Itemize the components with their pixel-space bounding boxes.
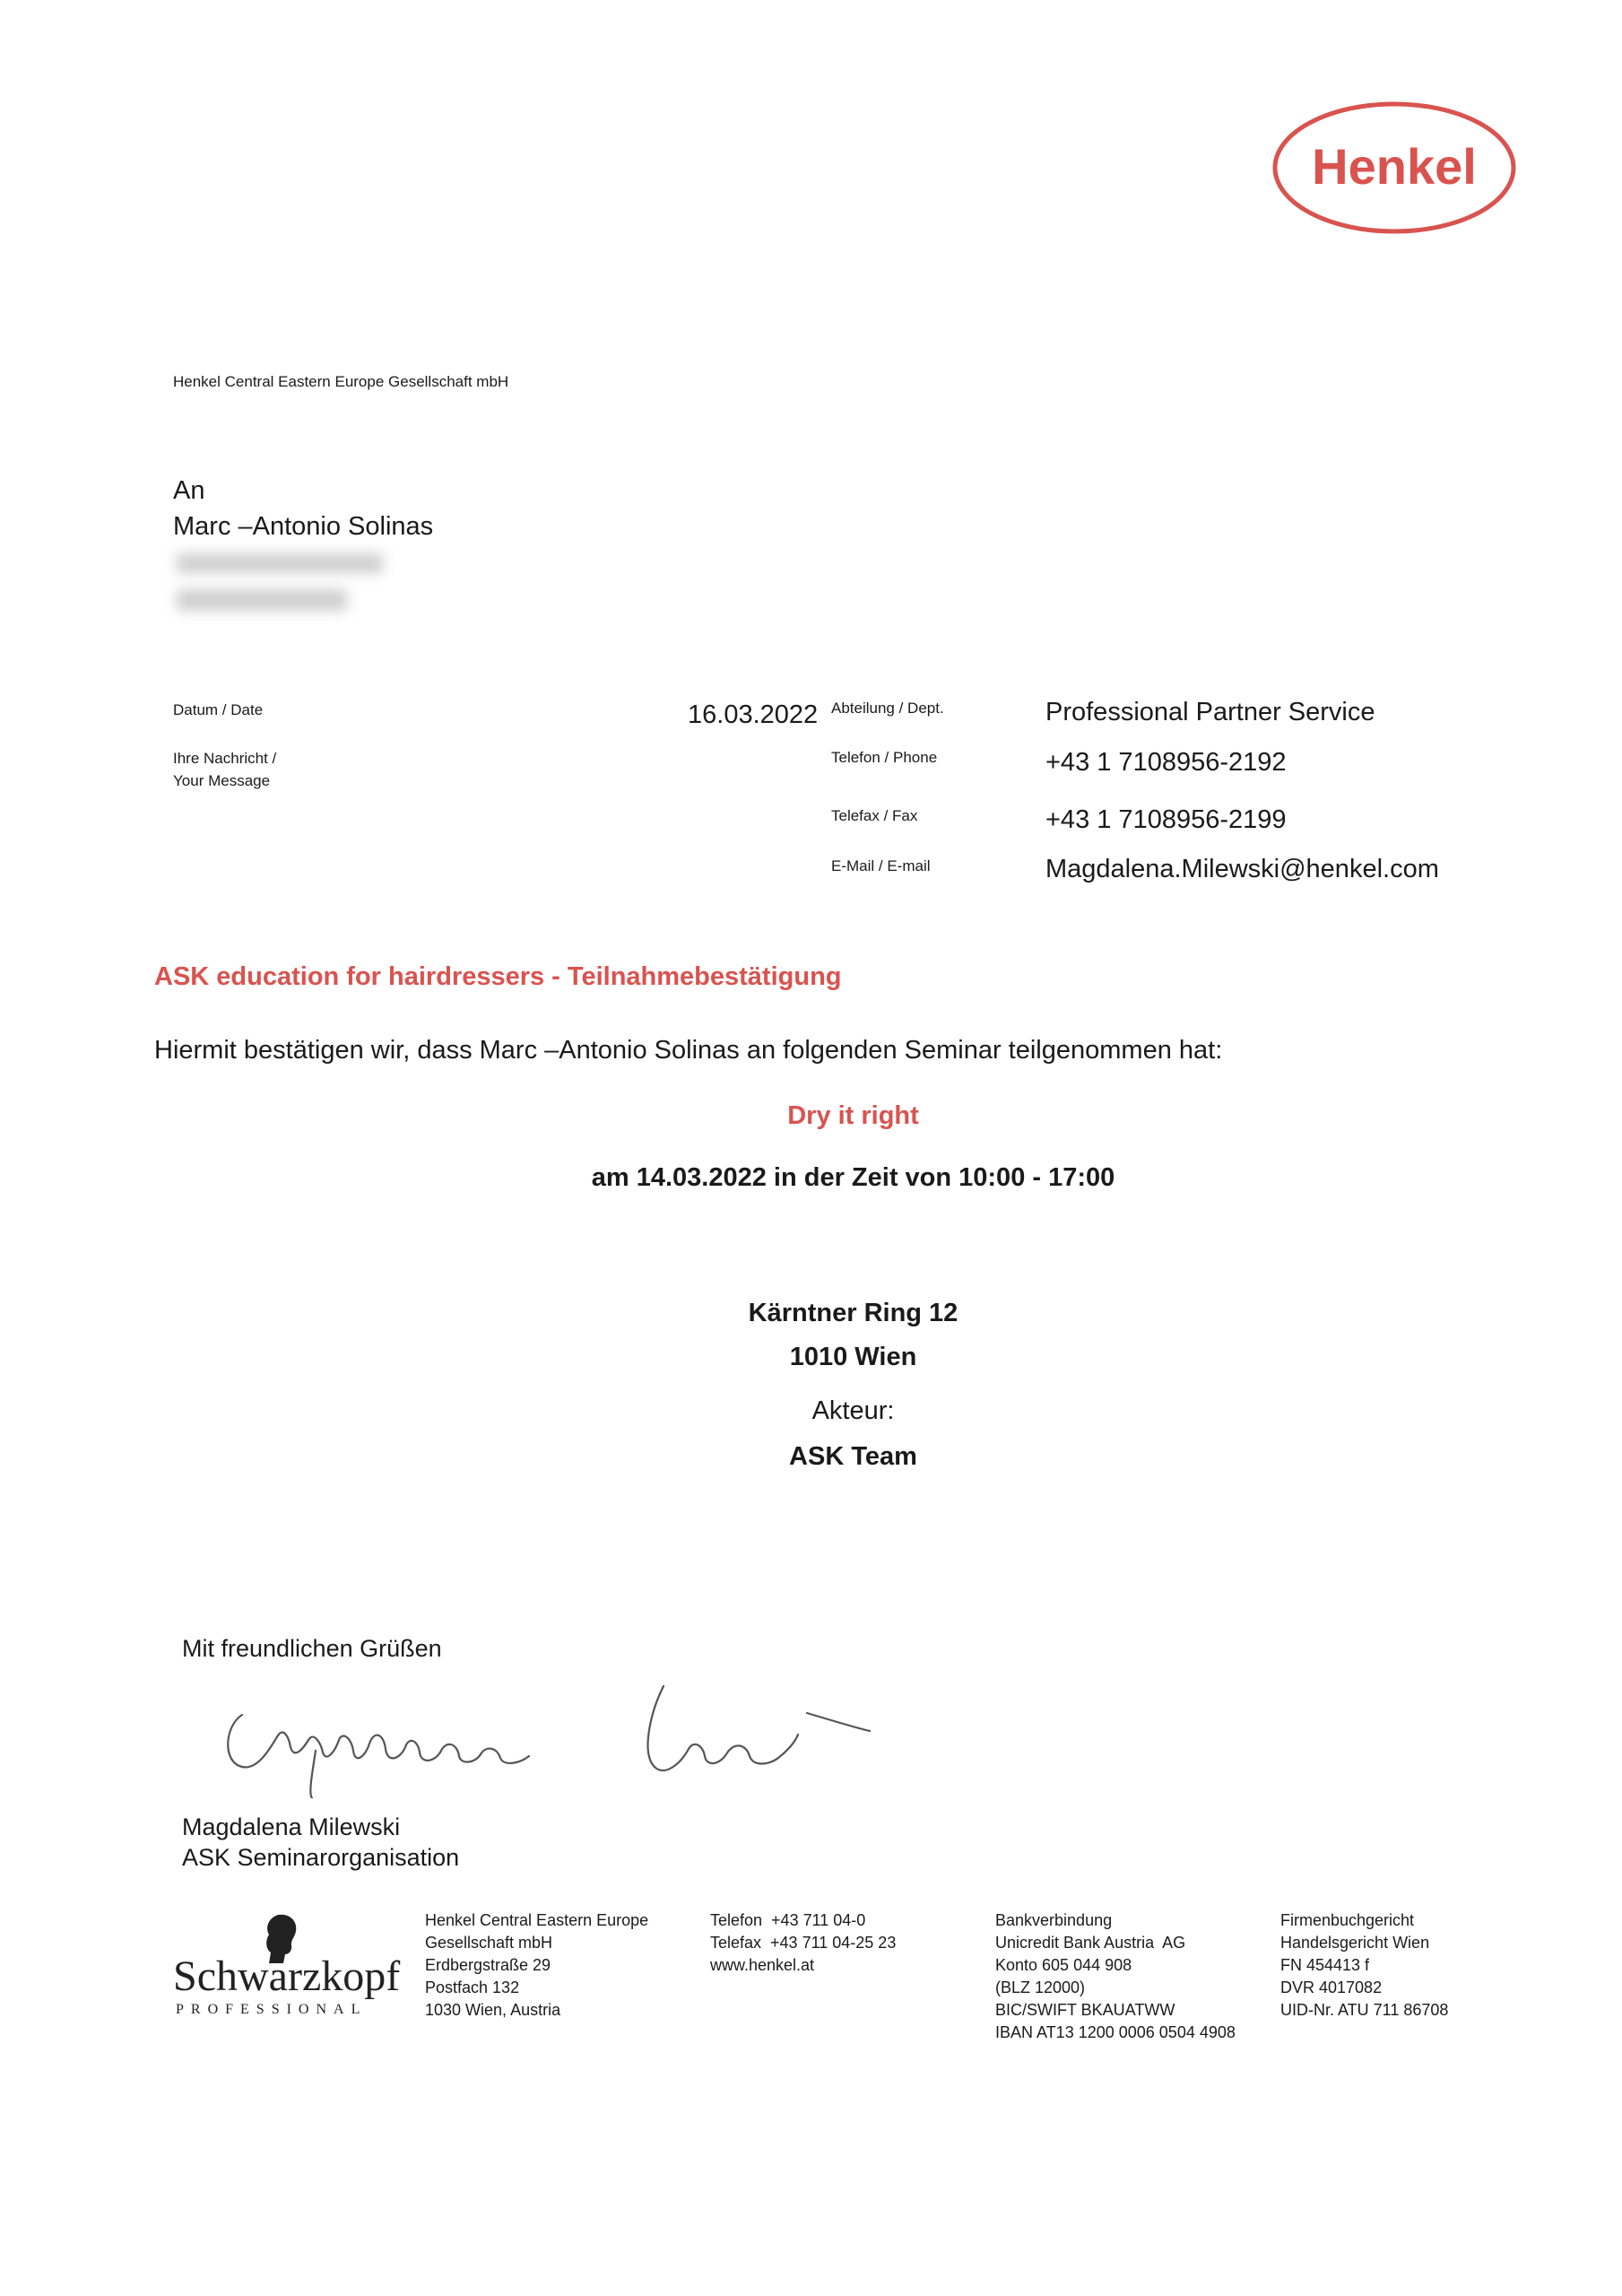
redacted-address-line-2 [177, 589, 347, 611]
signatory-role: ASK Seminarorganisation [182, 1844, 460, 1871]
footer-register-line: DVR 4017082 [1280, 1979, 1383, 1996]
footer-company-line: Postfach 132 [425, 1979, 520, 1996]
footer-contact [710, 1909, 896, 1977]
handwritten-signature [215, 1677, 879, 1798]
recipient-name: Marc –Antonio Solinas [173, 512, 434, 541]
actor-name: ASK Team [789, 1442, 917, 1471]
seminar-date-time: am 14.03.2022 in der Zeit von 10:00 - 17:00 [591, 1163, 1115, 1192]
schwarzkopf-wordmark: Schwarzkopf [173, 1952, 401, 2000]
footer-register-line: Handelsgericht Wien [1280, 1934, 1430, 1952]
dept-value: Professional Partner Service [1045, 698, 1375, 726]
actor-label: Akteur: [811, 1396, 895, 1425]
email-value: Magdalena.Milewski@henkel.com [1045, 855, 1439, 883]
phone-value: +43 1 7108956-2192 [1045, 748, 1287, 777]
date-value: 16.03.2022 [688, 700, 819, 729]
footer-company-line: Gesellschaft mbH [425, 1934, 553, 1952]
footer-bank-line: Bankverbindung [995, 1911, 1113, 1929]
svg-text:Henkel: Henkel [1312, 138, 1477, 195]
sender-line: Henkel Central Eastern Europe Gesellschaft mbH [173, 373, 509, 390]
footer-company-line: Henkel Central Eastern Europe [425, 1911, 649, 1929]
footer-contact-line: Telefon +43 711 04-0 [710, 1911, 866, 1929]
subject-heading: ASK education for hairdressers - Teilnahmebestätigung [154, 962, 842, 991]
redacted-address-line-1 [177, 553, 383, 573]
fax-label: Telefax / Fax [831, 807, 918, 824]
your-message-label-2: Your Message [173, 772, 271, 789]
recipient-salutation: An [173, 476, 205, 505]
your-message-label-1: Ihre Nachricht / [173, 750, 277, 767]
footer-company-line: Erdbergstraße 29 [425, 1956, 551, 1974]
footer-register-line: FN 454413 f [1280, 1956, 1370, 1974]
footer-register-line: Firmenbuchgericht [1280, 1911, 1415, 1929]
footer-bank-details [995, 1909, 1236, 2044]
seminar-title: Dry it right [787, 1101, 919, 1130]
schwarzkopf-subline: PROFESSIONAL [176, 2002, 368, 2017]
dept-label: Abteilung / Dept. [831, 700, 944, 717]
closing-greeting: Mit freundlichen Grüßen [182, 1635, 442, 1662]
email-label: E-Mail / E-mail [831, 857, 931, 874]
footer-bank-line: IBAN AT13 1200 0006 0504 4908 [995, 2023, 1236, 2041]
footer-company-address [425, 1909, 648, 2022]
fax-value: +43 1 7108956-2199 [1045, 805, 1287, 834]
footer-register [1280, 1909, 1448, 2022]
footer-register-line: UID-Nr. ATU 711 86708 [1280, 2001, 1449, 2019]
venue-city: 1010 Wien [789, 1343, 917, 1371]
footer-bank-line: (BLZ 12000) [995, 1979, 1086, 1996]
phone-label: Telefon / Phone [831, 749, 938, 766]
footer-bank-line: Unicredit Bank Austria AG [995, 1934, 1186, 1952]
date-label: Datum / Date [173, 701, 264, 718]
footer-contact-line: Telefax +43 711 04-25 23 [710, 1934, 897, 1952]
signatory-name: Magdalena Milewski [182, 1813, 401, 1840]
footer-bank-line: Konto 605 044 908 [995, 1956, 1132, 1974]
henkel-logo [1271, 100, 1518, 235]
venue-street: Kärntner Ring 12 [748, 1299, 958, 1327]
footer-bank-line: BIC/SWIFT BKAUATWW [995, 2001, 1175, 2019]
footer-website-link[interactable]: www.henkel.at [710, 1956, 815, 1974]
intro-text: Hiermit bestätigen wir, dass Marc –Antonio Solinas an folgenden Seminar teilgenommen hat: [154, 1036, 1223, 1065]
footer-company-line: 1030 Wien, Austria [425, 2001, 561, 2019]
